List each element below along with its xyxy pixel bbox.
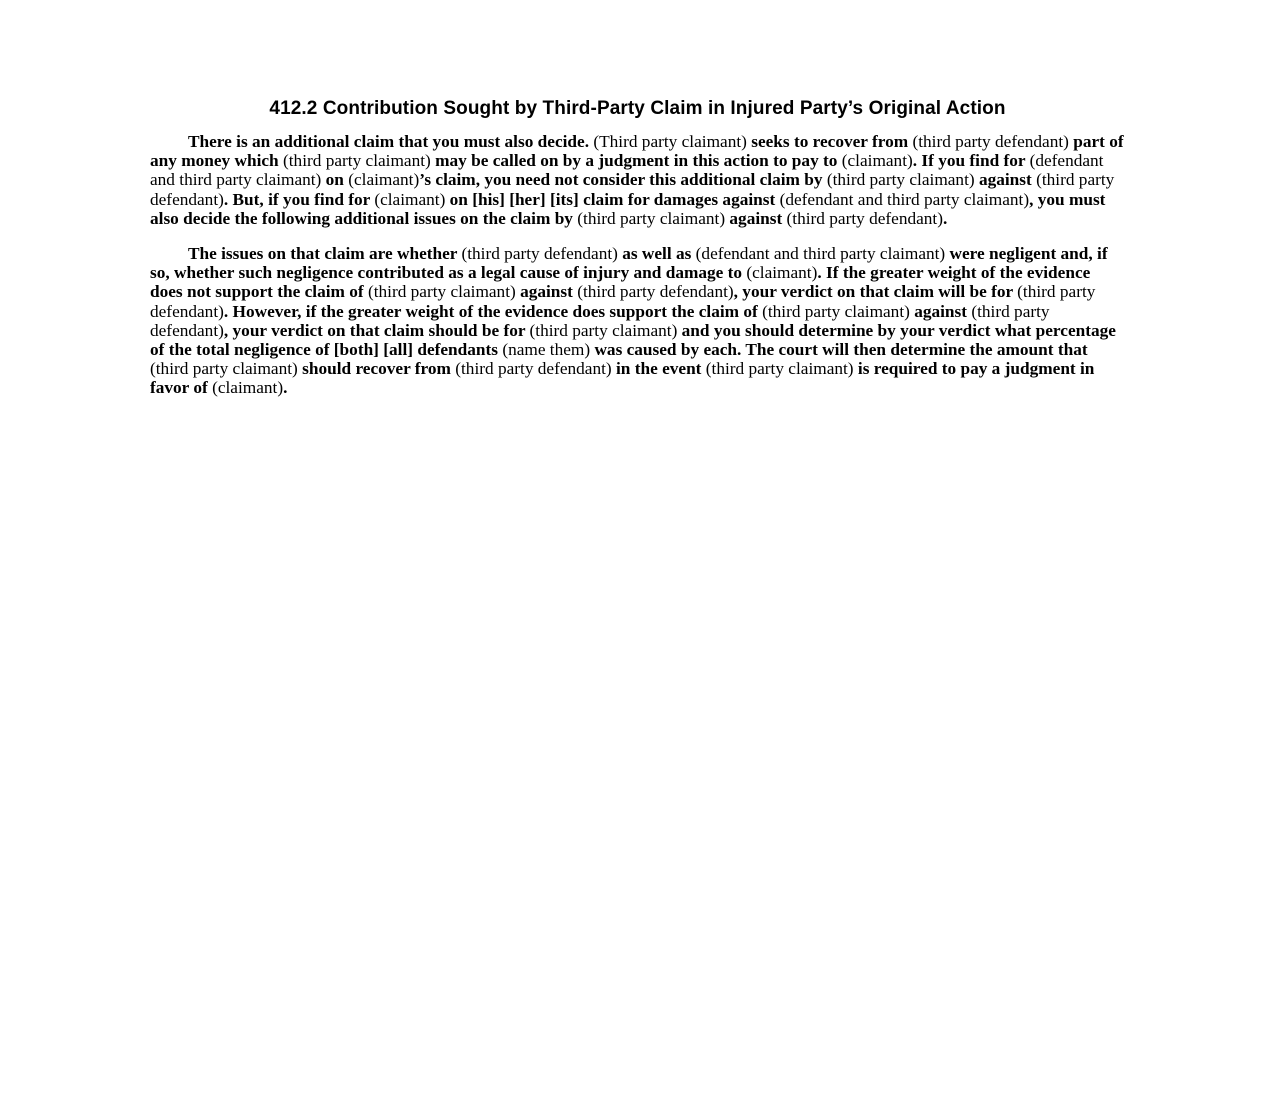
party-placeholder: (third party claimant) (762, 301, 915, 321)
party-placeholder: (Third party claimant) (593, 132, 752, 151)
paragraph-2 (150, 244, 1125, 398)
party-placeholder: (claimant) (374, 189, 450, 209)
party-placeholder: (third party claimant) (705, 359, 858, 379)
document-page (150, 98, 1125, 414)
instruction-text: on (325, 170, 349, 190)
instruction-text: . (942, 208, 948, 228)
party-placeholder: (defendant and third party claimant) (779, 189, 1030, 209)
instruction-text: against (978, 170, 1037, 190)
instruction-text: . (283, 378, 288, 398)
instruction-text: should recover from (302, 359, 456, 379)
party-placeholder: (defendant and third party claimant) (150, 151, 1104, 190)
instruction-text: and you should determine by your verdict what percentage of the total negligence of [both] [all] defendants (150, 320, 1116, 360)
instruction-text: , you must also decide the following additional issues on the claim by (150, 189, 1106, 228)
instruction-text: ’s claim, you need not consider this additional claim by (419, 170, 827, 190)
party-placeholder: (claimant) (212, 378, 284, 398)
instruction-text: may be called on by a judgment in this action to pay to (435, 151, 842, 171)
party-placeholder: (third party defendant) (150, 170, 1115, 209)
party-placeholder: (third party claimant) (826, 170, 979, 190)
party-placeholder: (third party claimant) (283, 151, 436, 171)
instruction-text: part of any money which (150, 132, 1124, 171)
party-placeholder: (third party claimant) (529, 320, 682, 340)
instruction-text: were negligent and, if so, whether such negligence contributed as a legal cause of injury and damage to (150, 244, 1108, 283)
instruction-text: in the event (616, 359, 706, 379)
section-heading: 412.2 Contribution Sought by Third-Party Claim in Injured Party’s Original Action (269, 98, 1006, 119)
instruction-text: . If the greater weight of the evidence does not support the claim of (150, 263, 1091, 302)
instruction-text: , your verdict on that claim will be for (733, 282, 1018, 302)
instruction-text: . If you find for (912, 151, 1030, 171)
party-placeholder: (third party claimant) (150, 359, 303, 379)
instruction-text: against (914, 301, 972, 321)
party-placeholder: (third party claimant) (577, 208, 730, 228)
instruction-text: against (520, 282, 578, 302)
instruction-text: . But, if you find for (223, 189, 375, 209)
instruction-text: , your verdict on that claim should be for (223, 320, 530, 340)
instruction-text: as well as (622, 244, 696, 264)
party-placeholder: (claimant) (348, 170, 420, 190)
instruction-text: seeks to recover from (751, 132, 913, 151)
party-placeholder: (third party claimant) (367, 282, 521, 302)
instruction-text: against (729, 208, 787, 228)
instruction-text: There is an additional claim that you must also decide. (188, 132, 594, 151)
party-placeholder: (third party defendant) (150, 301, 1050, 340)
party-placeholder: (claimant) (841, 151, 913, 171)
party-placeholder: (name them) (502, 340, 595, 360)
party-placeholder: (third party defendant) (461, 244, 623, 264)
party-placeholder: (third party defendant) (577, 282, 734, 302)
party-placeholder: (third party defendant) (150, 282, 1096, 321)
instruction-text: on [his] [her] [its] claim for damages against (449, 189, 780, 209)
party-placeholder: (third party defendant) (455, 359, 616, 379)
party-placeholder: (defendant and third party claimant) (695, 244, 950, 264)
party-placeholder: (third party defendant) (786, 208, 943, 228)
paragraph-1 (150, 132, 1125, 228)
instruction-text: was caused by each. The court will then determine the amount that (594, 340, 1088, 360)
instruction-text: is required to pay a judgment in favor of (150, 359, 1095, 398)
party-placeholder: (claimant) (746, 263, 818, 283)
party-placeholder: (third party defendant) (912, 132, 1074, 151)
instruction-text: . However, if the greater weight of the evidence does support the claim of (223, 301, 763, 321)
instruction-text: The issues on that claim are whether (188, 244, 462, 264)
